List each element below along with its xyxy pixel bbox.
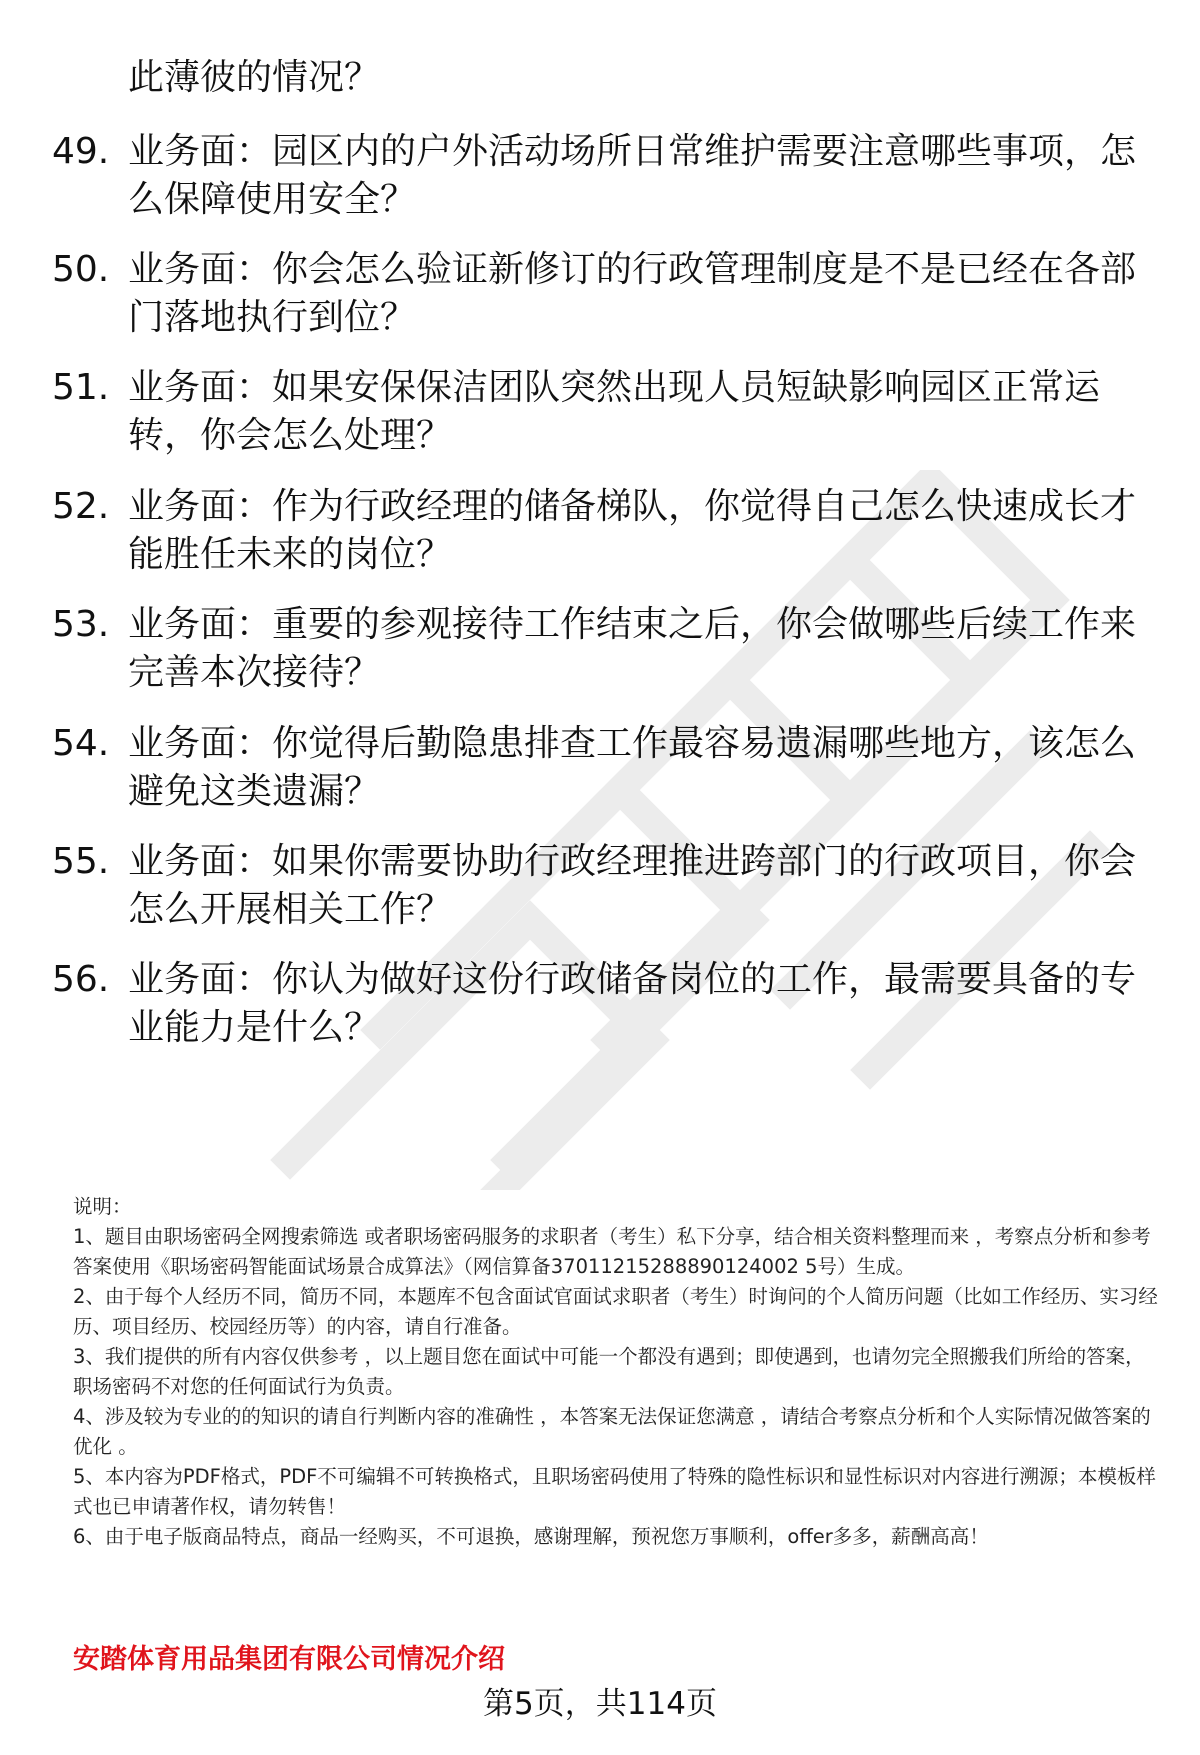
notes-heading: 说明： [73, 1195, 132, 1218]
note-item-5: 5、本内容为PDF格式，PDF不可编辑不可转换格式，且职场密码使用了特殊的隐性标识和显性标识对内容进行溯源；本模板样式也已申请著作权，请勿转售！ [73, 1465, 1156, 1518]
note-item-6: 6、由于电子版商品特点，商品一经购买，不可退换，感谢理解，预祝您万事顺利，offer多多，薪酬高高！ [73, 1525, 989, 1548]
question-number: 51. [52, 367, 110, 408]
company-link[interactable]: 安踏体育用品集团有限公司情况介绍 [73, 1644, 505, 1675]
question-text: 业务面：作为行政经理的储备梯队，你觉得自己怎么快速成长才能胜任未来的岗位？ [128, 486, 1137, 575]
question-text: 业务面：如果你需要协助行政经理推进跨部门的行政项目，你会怎么开展相关工作？ [128, 841, 1137, 930]
note-item-3: 3、我们提供的所有内容仅供参考 ，以上题目您在面试中可能一个都没有遇到；即使遇到，也请勿完全照搬我们所给的答案，职场密码不对您的任何面试行为负责。 [73, 1345, 1145, 1398]
question-text: 业务面：你觉得后勤隐患排查工作最容易遗漏哪些地方，该怎么避免这类遗漏？ [128, 723, 1137, 812]
note-item-2: 2、由于每个人经历不同，简历不同，本题库不包含面试官面试求职者（考生）时询问的个人简历问题（比如工作经历、实习经历、项目经历、校园经历等）的内容，请自行准备。 [73, 1285, 1158, 1338]
note-item-4: 4、涉及较为专业的的知识的请自行判断内容的准确性 ，本答案无法保证您满意 ，请结合考察点分析和个人实际情况做答案的优化 。 [73, 1405, 1151, 1458]
question-text: 此薄彼的情况？ [128, 57, 381, 98]
question-number: 54. [52, 723, 110, 764]
note-item-1: 1、题目由职场密码全网搜索筛选 或者职场密码服务的求职者（考生）私下分享，结合相关资料整理而来 ，考察点分析和参考答案使用《职场密码智能面试场景合成算法》（网信算备37011215288890124002 5号）生成。 [73, 1225, 1151, 1278]
question-number: 49. [52, 131, 110, 172]
question-number: 52. [52, 486, 110, 527]
page-number: 第5页，共114页 [483, 1686, 717, 1722]
question-text: 业务面：你认为做好这份行政储备岗位的工作，最需要具备的专业能力是什么？ [128, 959, 1137, 1048]
notes-section [73, 1192, 1163, 1552]
question-text: 业务面：园区内的户外活动场所日常维护需要注意哪些事项，怎么保障使用安全？ [128, 131, 1137, 220]
question-number: 55. [52, 841, 110, 882]
question-text: 业务面：重要的参观接待工作结束之后，你会做哪些后续工作来完善本次接待？ [128, 604, 1137, 693]
question-number: 56. [52, 959, 110, 1000]
question-number: 53. [52, 604, 110, 645]
question-text: 业务面：如果安保保洁团队突然出现人员短缺影响园区正常运转，你会怎么处理？ [128, 367, 1101, 456]
question-number: 50. [52, 249, 110, 290]
question-text: 业务面：你会怎么验证新修订的行政管理制度是不是已经在各部门落地执行到位？ [128, 249, 1137, 338]
